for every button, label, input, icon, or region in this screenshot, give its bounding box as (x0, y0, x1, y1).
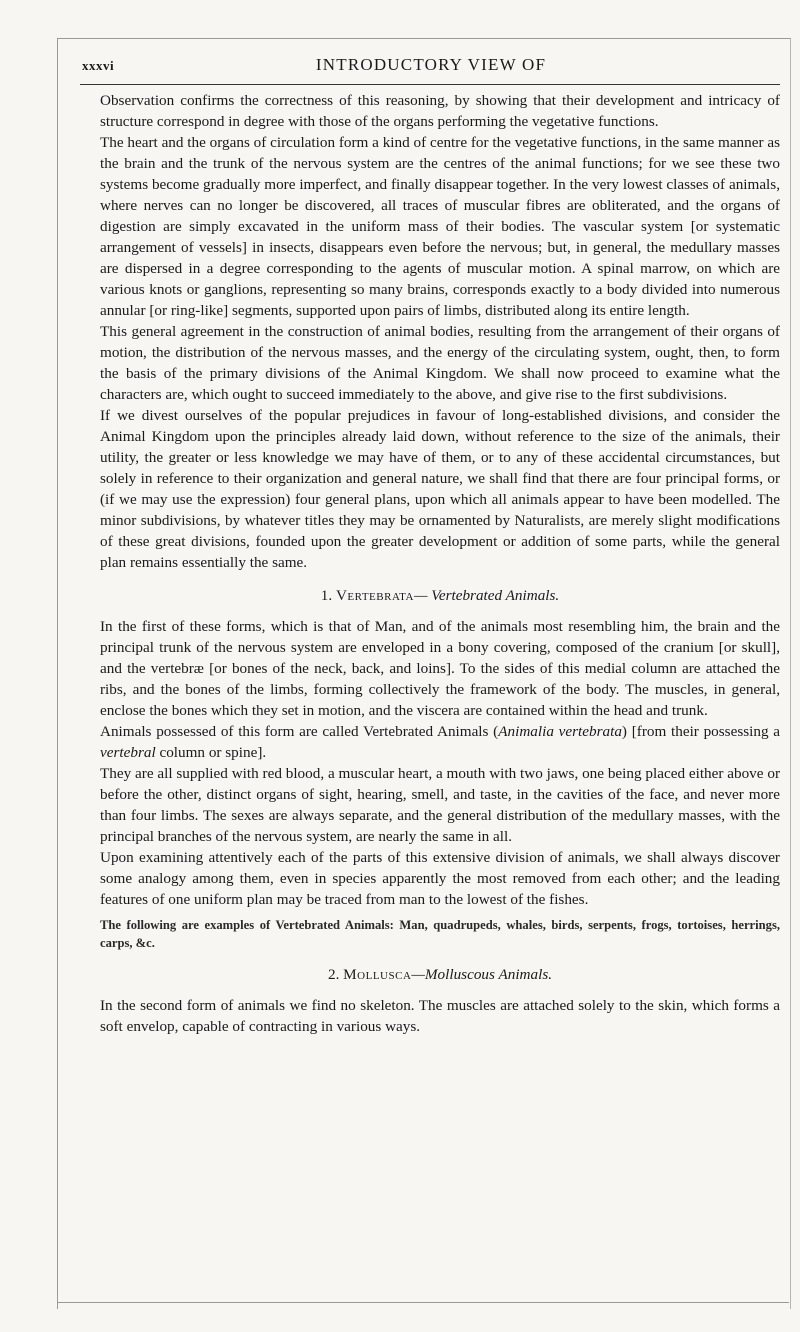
heading-subtitle: —Molluscous Animals. (411, 966, 553, 983)
paragraph: This general agreement in the construction of animal bodies, resulting from the arrangement of their organs of motion, the distribution of the nervous masses, and the energy of the circulating system, ought, then, to form the basis of the primary divisions of the Animal Kingdom. We shall now proceed to examine what the characters are, which ought to succeed immediately to the above, and give rise to the first subdivisions. (100, 323, 780, 403)
section-heading-vertebrata (100, 585, 780, 606)
heading-subtitle: — Vertebrated Animals. (413, 587, 560, 604)
paragraph: The heart and the organs of circulation form a kind of centre for the vegetative functions, in the same manner as the brain and the trunk of the nervous system are the centres of the animal functions; for we see these two systems become gradually more imperfect, and finally disappear together. In the very lowest classes of animals, where nerves can no longer be discovered, all traces of muscular fibres are obliterated, and the organs of digestion are simply excavated in the uniform mass of their bodies. The vascular system [or systematic arrangement of vessels] in insects, disappears even before the nervous; but, in general, the medullary masses are dispersed in a degree corresponding to the agents of muscular motion. A spinal marrow, on which are various knots or ganglions, representing so many brains, corresponds exactly to a body divided into numerous annular [or ring-like] segments, supported upon pairs of limbs, distributed along its entire length. (100, 134, 780, 319)
paragraph: They are all supplied with red blood, a muscular heart, a mouth with two jaws, one being placed either above or before the other, distinct organs of sight, hearing, smell, and taste, in the cavities of the face, and never more than four limbs. The sexes are always separate, and the general distribution of the medullary masses, with the principal branches of the nervous system, are nearly the same in all. (100, 765, 780, 845)
heading-title: Vertebrata (335, 587, 414, 604)
text-run: ) [from their possessing a (621, 723, 781, 740)
heading-number: 2. (327, 966, 344, 983)
heading-title: Mollusca (343, 966, 412, 983)
paragraph: If we divest ourselves of the popular prejudices in favour of long-established divisions, and consider the Animal Kingdom upon the principles already laid down, without reference to the size of the animals, their utility, the greater or less knowledge we may have of them, or to any of these accidental circumstances, but solely in reference to their organization and general nature, we shall find that there are four principal forms, or (if we may use the expression) four general plans, upon which all animals appear to have been modelled. The minor subdivisions, by whatever titles they may be ornamented by Naturalists, are merely slight modifications of these great divisions, founded upon the greater development or addition of some parts, while the general plan remains essentially the same. (100, 407, 780, 571)
page-header (82, 52, 780, 82)
page-body (100, 90, 780, 1037)
heading-number: 1. (320, 587, 336, 604)
text-run-italic: vertebral (100, 744, 156, 761)
paragraph: Upon examining attentively each of the parts of this extensive division of animals, we shall always discover some analogy among them, even in species apparently the most removed from each other; and the leading features of one uniform plan may be traced from man to the lowest of the fishes. (100, 849, 780, 908)
paragraph (100, 721, 780, 763)
page-number: xxxvi (82, 58, 115, 73)
examples-note: The following are examples of Vertebrated Animals: Man, quadrupeds, whales, birds, serpents, frogs, tortoises, herrings, carps, &c. (100, 918, 780, 950)
text-run-italic: Animalia vertebrata (498, 723, 622, 740)
page-frame-bottom (57, 1302, 789, 1303)
section-heading-mollusca (100, 964, 780, 985)
paragraph: In the second form of animals we find no skeleton. The muscles are attached solely to the skin, which forms a soft envelop, capable of contracting in various ways. (100, 997, 780, 1035)
header-rule (80, 84, 780, 85)
text-run: column or spine]. (155, 744, 267, 761)
running-head: INTRODUCTORY VIEW OF (315, 55, 547, 74)
paragraph: Observation confirms the correctness of this reasoning, by showing that their development and intricacy of structure correspond in degree with those of the organs performing the vegetative functions. (100, 92, 780, 130)
text-run: Animals possessed of this form are called Vertebrated Animals ( (100, 723, 499, 740)
paragraph: In the first of these forms, which is that of Man, and of the animals most resembling him, the brain and the principal trunk of the nervous system are enveloped in a bony covering, composed of the cranium [or skull], and the vertebræ [or bones of the neck, back, and loins]. To the sides of this medial column are attached the ribs, and the bones of the limbs, forming collectively the framework of the body. The muscles, in general, enclose the bones which they set in motion, and the viscera are contained within the head and trunk. (100, 618, 780, 719)
